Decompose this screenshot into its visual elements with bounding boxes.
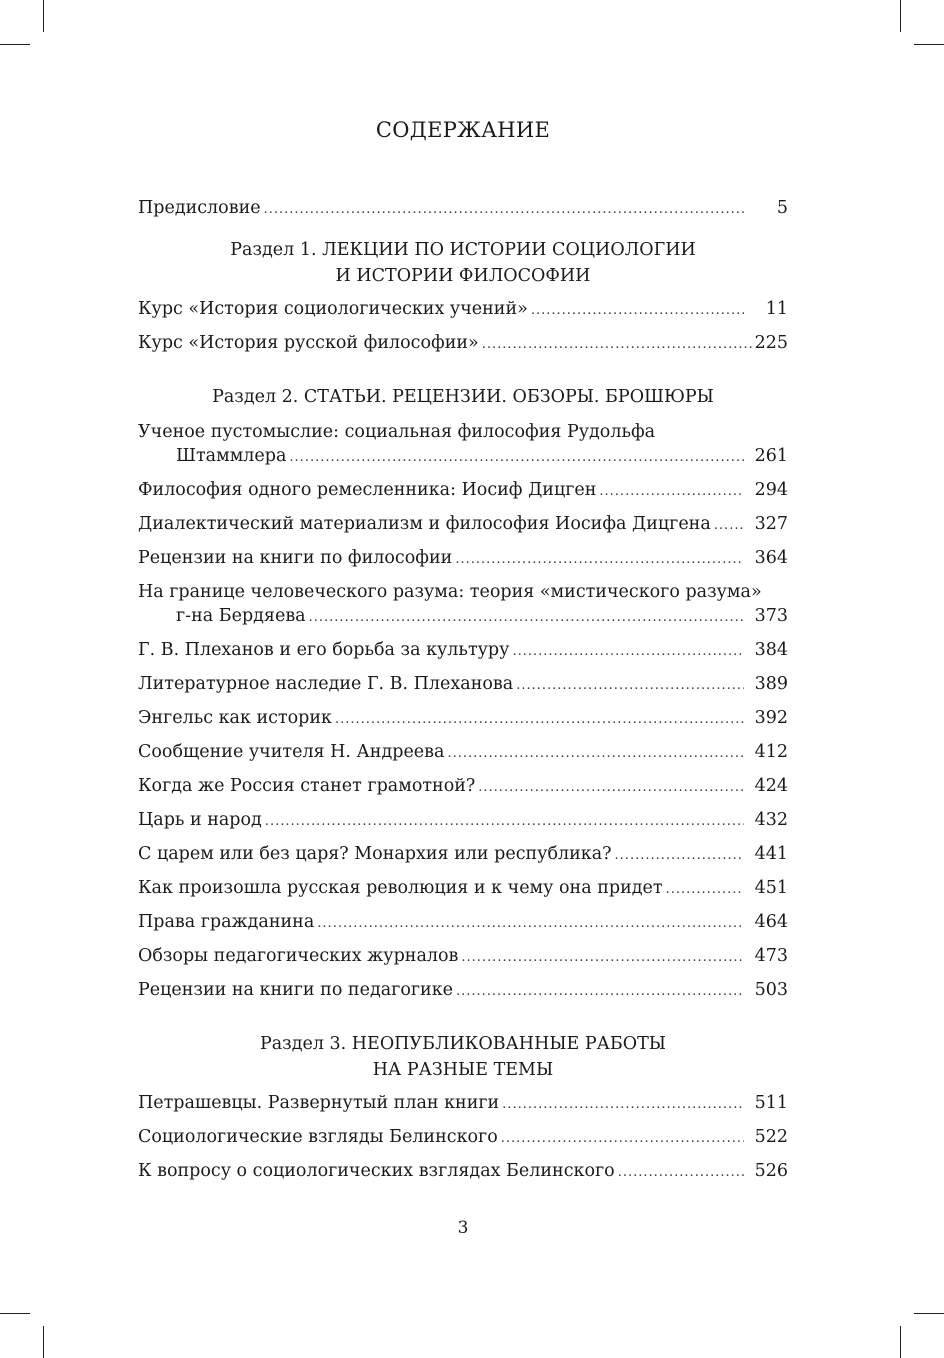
leader-dots (618, 1161, 744, 1185)
toc-entry[interactable] (138, 740, 788, 766)
page-number: 3 (457, 1218, 469, 1238)
toc-entry[interactable] (138, 672, 788, 698)
toc-entry[interactable] (138, 638, 788, 664)
toc-entry-page: 5 (776, 198, 788, 218)
toc-entry[interactable] (138, 331, 788, 357)
toc-entry[interactable] (138, 1091, 788, 1117)
section-heading-line: Раздел 3. НЕОПУБЛИКОВАННЫЕ РАБОТЫ (259, 1034, 667, 1054)
toc-entry-label: Философия одного ремесленника: Иосиф Дицген (138, 480, 597, 500)
leader-dots (455, 548, 744, 572)
leader-dots (447, 742, 744, 766)
crop-mark (914, 44, 944, 45)
toc-entry-label: Социологические взгляды Белинского (138, 1127, 498, 1147)
toc-entry-page: 225 (754, 333, 788, 353)
toc-entry-label: Диалектический материализм и философия Иосифа Дицгена (138, 514, 711, 534)
leader-dots (501, 1127, 744, 1151)
leader-dots (478, 776, 744, 800)
toc-entry-page: 451 (754, 878, 788, 898)
toc-entry-page: 389 (754, 674, 788, 694)
toc-entry[interactable] (138, 706, 788, 732)
crop-mark (43, 1326, 44, 1358)
section-heading (0, 1031, 926, 1083)
crop-mark (900, 0, 901, 32)
toc-entry-label: Когда же Россия станет грамотной? (138, 776, 476, 796)
toc-entry-page: 11 (765, 299, 788, 319)
toc-entry-page: 384 (754, 640, 788, 660)
leader-dots (265, 810, 744, 834)
leader-dots (531, 299, 744, 323)
toc-entry-page: 327 (754, 514, 788, 534)
toc-entry-label: Ученое пустомыслие: социальная философия Рудольфа (138, 422, 656, 442)
leader-dots (317, 912, 744, 936)
toc-entry-label: К вопросу о социологических взглядах Белинского (138, 1161, 615, 1181)
section-heading-line: Раздел 1. ЛЕКЦИИ ПО ИСТОРИИ СОЦИОЛОГИИ (230, 240, 696, 260)
toc-entry-page: 261 (754, 446, 788, 466)
crop-mark (43, 0, 44, 32)
toc-entry[interactable] (138, 1159, 788, 1185)
toc-entry-label: Курс «История русской философии» (138, 333, 479, 353)
leader-dots (335, 708, 744, 732)
toc-entry-label: Права гражданина (138, 912, 315, 932)
toc-entry-page: 364 (754, 548, 788, 568)
toc-entry[interactable] (138, 774, 788, 800)
leader-dots (264, 198, 744, 222)
page-title: СОДЕРЖАНИЕ (375, 118, 551, 142)
toc-entry-page: 441 (754, 844, 788, 864)
toc-entry-page: 424 (754, 776, 788, 796)
toc-entry[interactable] (138, 297, 788, 323)
toc-entry-preface[interactable] (138, 196, 788, 222)
toc-entry-page: 526 (754, 1161, 788, 1181)
section-heading (0, 237, 926, 289)
section-heading (0, 384, 926, 410)
toc-entry-page: 412 (754, 742, 788, 762)
toc-entry-page: 432 (754, 810, 788, 830)
toc-entry-label: Курс «История социологических учений» (138, 299, 528, 319)
toc-entry-page: 464 (754, 912, 788, 932)
toc-entry-page: 294 (754, 480, 788, 500)
toc-entry[interactable] (138, 808, 788, 834)
toc-entry[interactable] (138, 546, 788, 572)
leader-dots (599, 480, 744, 504)
leader-dots (461, 946, 744, 970)
toc-entry-label: Сообщение учителя Н. Андреева (138, 742, 445, 762)
leader-dots (309, 606, 744, 630)
toc-entry[interactable] (138, 876, 788, 902)
toc-entry[interactable] (138, 478, 788, 504)
toc-entry-label: На границе человеческого разума: теория «мистического разума» (138, 582, 762, 602)
toc-entry-label-continued: Штаммлера (176, 446, 287, 466)
crop-mark (0, 44, 30, 45)
toc-entry[interactable] (138, 580, 788, 630)
toc-entry-label: Как произошла русская революция и к чему она придет (138, 878, 663, 898)
leader-dots (516, 674, 744, 698)
toc-entry-label: Предисловие (138, 198, 261, 218)
toc-entry-label: Рецензии на книги по философии (138, 548, 453, 568)
toc-entry-label: Литературное наследие Г. В. Плеханова (138, 674, 514, 694)
toc-entry-label-continued: г-на Бердяева (176, 606, 306, 626)
leader-dots (666, 878, 744, 902)
toc-entry-label: Обзоры педагогических журналов (138, 946, 459, 966)
toc-entry[interactable] (138, 842, 788, 868)
section-heading-line: И ИСТОРИИ ФИЛОСОФИИ (335, 266, 591, 286)
toc-entry-label: Царь и народ (138, 810, 262, 830)
toc-entry[interactable] (138, 1125, 788, 1151)
toc-entry[interactable] (138, 512, 788, 538)
toc-entry-label: Энгельс как историк (138, 708, 332, 728)
leader-dots (289, 446, 744, 470)
leader-dots (482, 333, 753, 357)
leader-dots (456, 980, 744, 1004)
toc-entry[interactable] (138, 910, 788, 936)
crop-mark (914, 1313, 944, 1314)
crop-mark (0, 1313, 30, 1314)
leader-dots (512, 640, 744, 664)
toc-entry-page: 373 (754, 606, 788, 626)
toc-entry[interactable] (138, 978, 788, 1004)
toc-entry-page: 503 (754, 980, 788, 1000)
toc-entry-page: 511 (754, 1093, 788, 1113)
toc-entry[interactable] (138, 944, 788, 970)
toc-entry-label: Петрашевцы. Развернутый план книги (138, 1093, 500, 1113)
section-heading-line: Раздел 2. СТАТЬИ. РЕЦЕНЗИИ. ОБЗОРЫ. БРОШЮРЫ (212, 387, 714, 407)
leader-dots (502, 1093, 744, 1117)
toc-entry-label: Рецензии на книги по педагогике (138, 980, 453, 1000)
section-heading-line: НА РАЗНЫЕ ТЕМЫ (372, 1060, 554, 1080)
crop-mark (900, 1326, 901, 1358)
toc-entry[interactable] (138, 420, 788, 470)
toc-entry-label: Г. В. Плеханов и его борьба за культуру (138, 640, 510, 660)
leader-dots (615, 844, 744, 868)
toc-entry-page: 522 (754, 1127, 788, 1147)
toc-entry-label: С царем или без царя? Монархия или республика? (138, 844, 612, 864)
toc-entry-page: 473 (754, 946, 788, 966)
toc-entry-page: 392 (754, 708, 788, 728)
leader-dots (714, 514, 744, 538)
